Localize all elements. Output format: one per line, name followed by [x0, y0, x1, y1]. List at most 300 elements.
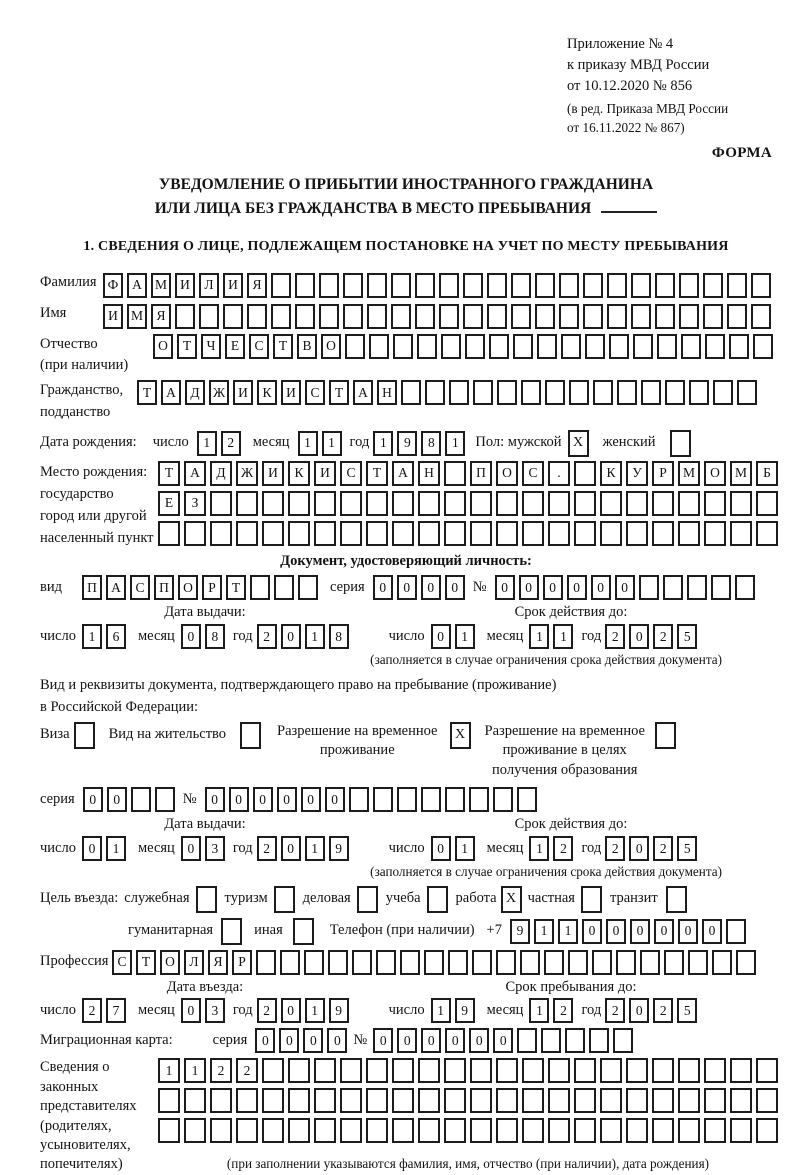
char-cell	[236, 491, 258, 516]
rvp-label	[277, 722, 437, 761]
legal-representatives-block	[40, 1058, 772, 1175]
char-cell	[730, 491, 752, 516]
char-cell	[600, 491, 622, 516]
char-cell	[600, 521, 622, 546]
char-cell: 1	[322, 431, 342, 456]
char-cell	[369, 334, 389, 359]
char-cell	[583, 304, 603, 329]
char-cell: 5	[677, 624, 697, 649]
char-cell: 2	[553, 836, 573, 861]
char-cell	[448, 950, 468, 975]
phone-prefix: +7	[486, 922, 502, 939]
char-cell	[391, 304, 411, 329]
char-cell	[444, 1118, 466, 1143]
char-cell: 2	[236, 1058, 258, 1083]
char-cell: П	[82, 575, 102, 600]
char-cell: 0	[205, 787, 225, 812]
month-label: месяц	[486, 1002, 524, 1018]
day-label: число	[40, 627, 76, 644]
char-cell	[703, 273, 723, 298]
char-cell	[439, 273, 459, 298]
char-cell: 1	[305, 836, 325, 861]
char-cell: И	[103, 304, 123, 329]
char-cell: 2	[257, 998, 277, 1023]
char-cell	[393, 334, 413, 359]
char-cell: М	[678, 461, 700, 486]
char-cell: С	[112, 950, 132, 975]
day-label: число	[152, 434, 189, 451]
char-cell	[548, 491, 570, 516]
char-cell	[445, 787, 465, 812]
char-cell	[497, 380, 517, 405]
char-cell: 0	[229, 787, 249, 812]
char-cell: 1	[158, 1058, 180, 1083]
number-label: №	[353, 1032, 368, 1048]
char-cell: Л	[184, 950, 204, 975]
char-cell	[155, 787, 175, 812]
char-cell	[288, 1058, 310, 1083]
char-cell: 1	[529, 836, 549, 861]
char-cell	[617, 380, 637, 405]
char-cell	[704, 521, 726, 546]
char-cell	[730, 1118, 752, 1143]
char-cell: 0	[281, 624, 301, 649]
char-cell	[391, 273, 411, 298]
char-cell: 2	[257, 624, 277, 649]
char-cell	[679, 304, 699, 329]
birthplace-city-label2: населенный пункт	[40, 529, 154, 546]
char-cell: 5	[677, 998, 697, 1023]
char-cell	[298, 575, 318, 600]
char-cell	[340, 1088, 362, 1113]
char-cell	[250, 575, 270, 600]
char-cell: М	[127, 304, 147, 329]
year-label: год	[581, 839, 602, 856]
char-cell	[463, 304, 483, 329]
char-cell	[401, 380, 421, 405]
char-cell: 7	[106, 998, 126, 1023]
char-cell: 2	[210, 1058, 232, 1083]
char-cell: 0	[181, 998, 201, 1023]
purpose-official-label: служебная	[124, 890, 190, 907]
appendix-line: от 10.12.2020 № 856	[567, 78, 693, 95]
char-cell: Я	[208, 950, 228, 975]
char-cell	[392, 491, 414, 516]
name-row	[40, 304, 772, 329]
char-cell: Т	[366, 461, 388, 486]
legal-row1-cells	[158, 1058, 778, 1083]
char-cell: 0	[397, 1028, 417, 1053]
char-cell	[522, 1058, 544, 1083]
char-cell	[288, 491, 310, 516]
rvp-label-line1: Разрешение на временное	[277, 722, 438, 739]
char-cell: 0	[253, 787, 273, 812]
char-cell	[441, 334, 461, 359]
char-cell: 2	[82, 998, 102, 1023]
char-cell	[678, 1118, 700, 1143]
char-cell	[487, 273, 507, 298]
char-cell: А	[161, 380, 181, 405]
char-cell: 0	[181, 624, 201, 649]
stay-doc-intro-line1: Вид и реквизиты документа, подтверждающего право на пребывание (проживание)	[40, 676, 557, 693]
char-cell: 1	[82, 624, 102, 649]
char-cell	[600, 1088, 622, 1113]
legal-representatives-right	[158, 1058, 778, 1173]
char-cell: 1	[305, 998, 325, 1023]
char-cell: 0	[421, 575, 441, 600]
char-cell	[449, 380, 469, 405]
issue-date-header: Дата выдачи:	[164, 816, 246, 833]
year-label: год	[232, 839, 253, 856]
char-cell	[131, 787, 151, 812]
purpose-other-label: иная	[254, 922, 283, 939]
day-label: число	[388, 1002, 425, 1018]
char-cell	[574, 461, 596, 486]
char-cell: П	[470, 461, 492, 486]
char-cell: 0	[629, 998, 649, 1023]
char-cell	[641, 380, 661, 405]
char-cell	[704, 1118, 726, 1143]
char-cell	[425, 380, 445, 405]
char-cell	[262, 1058, 284, 1083]
char-cell: О	[496, 461, 518, 486]
identity-valid-month	[529, 624, 573, 649]
identity-issue-day	[82, 624, 126, 649]
char-cell	[607, 304, 627, 329]
char-cell: 2	[221, 431, 241, 456]
migration-card-label: Миграционная карта:	[40, 1032, 173, 1048]
rvp-checkbox: X	[450, 722, 471, 749]
char-cell	[288, 1118, 310, 1143]
year-label: год	[581, 1002, 602, 1018]
rvp-label-line2: проживание	[319, 742, 395, 759]
visa-checkbox	[74, 722, 95, 749]
char-cell	[340, 491, 362, 516]
char-cell	[559, 273, 579, 298]
char-cell	[314, 1118, 336, 1143]
series-label: серия	[40, 791, 75, 808]
month-label: месяц	[252, 434, 290, 451]
char-cell	[633, 334, 653, 359]
char-cell: А	[184, 461, 206, 486]
char-cell	[418, 1118, 440, 1143]
month-label: месяц	[137, 839, 175, 856]
char-cell	[496, 1058, 518, 1083]
validity-note: (заполняется в случае ограничения срока действия документа)	[370, 863, 722, 879]
char-cell	[288, 521, 310, 546]
birthplace-row1-cells	[158, 461, 778, 486]
char-cell	[705, 334, 725, 359]
char-cell: 0	[421, 1028, 441, 1053]
char-cell	[631, 304, 651, 329]
entry-date-headers	[40, 978, 772, 998]
name-label: Имя	[40, 304, 67, 321]
char-cell: Т	[137, 380, 157, 405]
residence-permit-checkbox	[240, 722, 261, 749]
char-cell: П	[154, 575, 174, 600]
char-cell: Л	[199, 273, 219, 298]
char-cell: 5	[677, 836, 697, 861]
char-cell: А	[127, 273, 147, 298]
char-cell	[513, 334, 533, 359]
char-cell	[496, 1088, 518, 1113]
stay-doc-intro-line2: в Российской Федерации:	[40, 699, 199, 716]
entry-date-header: Дата въезда:	[166, 978, 244, 995]
char-cell	[574, 1118, 596, 1143]
char-cell	[367, 273, 387, 298]
valid-until-header: Срок действия до:	[514, 816, 628, 833]
char-cell	[548, 1058, 570, 1083]
entry-month	[181, 998, 225, 1023]
char-cell: Т	[329, 380, 349, 405]
char-cell	[652, 491, 674, 516]
purpose-tourism-checkbox	[274, 886, 295, 913]
identity-date-headers	[40, 603, 772, 623]
purpose-other-checkbox	[293, 918, 314, 945]
char-cell	[392, 1118, 414, 1143]
char-cell	[511, 273, 531, 298]
char-cell: 1	[431, 998, 451, 1023]
stay-doc-intro	[40, 674, 772, 719]
char-cell	[304, 950, 324, 975]
char-cell	[626, 1088, 648, 1113]
char-cell	[541, 1028, 561, 1053]
char-cell	[735, 575, 755, 600]
char-cell	[223, 304, 243, 329]
char-cell	[465, 334, 485, 359]
char-cell	[751, 273, 771, 298]
char-cell	[210, 521, 232, 546]
char-cell	[679, 273, 699, 298]
appendix-line: к приказу МВД России	[567, 57, 710, 74]
char-cell: С	[522, 461, 544, 486]
issue-date-header: Дата выдачи:	[164, 604, 246, 621]
char-cell	[639, 575, 659, 600]
char-cell: 0	[281, 836, 301, 861]
char-cell	[280, 950, 300, 975]
char-cell	[522, 1088, 544, 1113]
char-cell	[568, 950, 588, 975]
char-cell	[609, 334, 629, 359]
char-cell: Н	[418, 461, 440, 486]
char-cell: Е	[158, 491, 180, 516]
char-cell	[730, 521, 752, 546]
char-cell	[417, 334, 437, 359]
purpose-humanitarian-label: гуманитарная	[128, 922, 214, 939]
char-cell: 1	[106, 836, 126, 861]
char-cell	[444, 1088, 466, 1113]
char-cell	[535, 273, 555, 298]
rvp-edu-label-line1: Разрешение на временное	[484, 722, 645, 739]
char-cell	[704, 1088, 726, 1113]
char-cell: 0	[83, 787, 103, 812]
char-cell: 0	[591, 575, 611, 600]
char-cell	[444, 1058, 466, 1083]
char-cell: С	[305, 380, 325, 405]
char-cell: 1	[558, 919, 578, 944]
char-cell	[496, 521, 518, 546]
char-cell: 1	[534, 919, 554, 944]
form-title	[40, 173, 772, 220]
char-cell	[753, 334, 773, 359]
purpose-private-label: частная	[527, 890, 575, 907]
char-cell	[444, 521, 466, 546]
stay-until-year	[605, 998, 697, 1023]
char-cell: 0	[495, 575, 515, 600]
char-cell	[517, 1028, 537, 1053]
legal-label-line: Сведения о	[40, 1059, 110, 1076]
char-cell: 0	[606, 919, 626, 944]
legal-label-line: усыновителях,	[40, 1136, 131, 1153]
legal-label-line: попечителях)	[40, 1156, 123, 1173]
char-cell: О	[321, 334, 341, 359]
month-label: месяц	[137, 1002, 175, 1018]
char-cell	[400, 950, 420, 975]
char-cell	[652, 1058, 674, 1083]
char-cell	[397, 787, 417, 812]
appendix-subline: от 16.11.2022 № 867)	[567, 119, 685, 135]
char-cell	[730, 1088, 752, 1113]
identity-valid-day	[431, 624, 475, 649]
stay-until-day	[431, 998, 475, 1023]
char-cell	[262, 491, 284, 516]
char-cell: 1	[529, 624, 549, 649]
char-cell	[574, 1058, 596, 1083]
stay-number-cells	[205, 787, 537, 812]
char-cell: С	[340, 461, 362, 486]
stay-valid-year	[605, 836, 697, 861]
char-cell	[262, 521, 284, 546]
char-cell	[712, 950, 732, 975]
char-cell	[681, 334, 701, 359]
patronymic-label-line1: Отчество	[40, 335, 98, 352]
char-cell: 0	[397, 575, 417, 600]
char-cell	[613, 1028, 633, 1053]
char-cell	[756, 1088, 778, 1113]
char-cell: 8	[329, 624, 349, 649]
char-cell	[631, 273, 651, 298]
char-cell	[678, 1088, 700, 1113]
citizenship-row	[40, 380, 772, 424]
char-cell: 0	[702, 919, 722, 944]
char-cell	[561, 334, 581, 359]
char-cell: 1	[298, 431, 318, 456]
char-cell: 0	[678, 919, 698, 944]
char-cell: 0	[630, 919, 650, 944]
legal-label-line: представителях	[40, 1098, 137, 1115]
char-cell	[569, 380, 589, 405]
char-cell	[711, 575, 731, 600]
stay-valid-day	[431, 836, 475, 861]
char-cell: З	[184, 491, 206, 516]
char-cell	[565, 1028, 585, 1053]
char-cell	[736, 950, 756, 975]
char-cell: Т	[177, 334, 197, 359]
char-cell: И	[223, 273, 243, 298]
purpose-study-label: учеба	[385, 890, 421, 907]
char-cell	[373, 787, 393, 812]
char-cell	[592, 950, 612, 975]
char-cell: К	[600, 461, 622, 486]
year-label: год	[232, 627, 253, 644]
legal-row2-cells	[158, 1088, 778, 1113]
char-cell: 0	[325, 787, 345, 812]
purpose-private-checkbox	[581, 886, 602, 913]
char-cell	[314, 1088, 336, 1113]
char-cell	[489, 334, 509, 359]
char-cell: 9	[510, 919, 530, 944]
char-cell: 9	[329, 998, 349, 1023]
form-label: ФОРМА	[711, 145, 772, 162]
purpose-business-label: деловая	[302, 890, 351, 907]
purpose-transit-checkbox	[666, 886, 687, 913]
appendix-subline: (в ред. Приказа МВД России	[567, 101, 729, 117]
char-cell	[663, 575, 683, 600]
migration-series-cells	[255, 1028, 347, 1053]
purpose-study-checkbox	[427, 886, 448, 913]
char-cell: И	[175, 273, 195, 298]
char-cell	[247, 304, 267, 329]
rvp-edu-label	[485, 722, 645, 781]
char-cell: Р	[232, 950, 252, 975]
char-cell	[199, 304, 219, 329]
char-cell: 0	[469, 1028, 489, 1053]
char-cell: Т	[226, 575, 246, 600]
stay-until-header: Срок пребывания до:	[505, 978, 637, 995]
month-label: месяц	[137, 627, 175, 644]
legal-row3-cells	[158, 1118, 778, 1143]
char-cell: 0	[431, 624, 451, 649]
char-cell	[678, 491, 700, 516]
char-cell: Р	[652, 461, 674, 486]
legal-label-line: законных	[40, 1078, 99, 1095]
char-cell	[366, 1058, 388, 1083]
char-cell	[288, 1088, 310, 1113]
phone-label: Телефон (при наличии)	[329, 922, 475, 939]
char-cell: 0	[279, 1028, 299, 1053]
entry-year	[257, 998, 349, 1023]
char-cell: 9	[397, 431, 417, 456]
char-cell: О	[178, 575, 198, 600]
char-cell	[340, 1118, 362, 1143]
char-cell: 2	[605, 624, 625, 649]
char-cell: Ф	[103, 273, 123, 298]
month-label: месяц	[486, 627, 524, 644]
char-cell	[343, 304, 363, 329]
char-cell	[256, 950, 276, 975]
form-title-line2	[40, 197, 772, 220]
phone-cells	[510, 919, 746, 944]
purpose-tourism-label: туризм	[224, 890, 268, 907]
char-cell	[537, 334, 557, 359]
char-cell	[343, 273, 363, 298]
char-cell	[470, 521, 492, 546]
profession-cells	[112, 950, 756, 975]
char-cell	[687, 575, 707, 600]
char-cell: 1	[455, 836, 475, 861]
char-cell: 2	[257, 836, 277, 861]
char-cell	[496, 491, 518, 516]
char-cell: И	[281, 380, 301, 405]
migration-number-cells	[373, 1028, 633, 1053]
char-cell: 0	[431, 836, 451, 861]
char-cell: Я	[247, 273, 267, 298]
char-cell	[511, 304, 531, 329]
char-cell	[574, 491, 596, 516]
char-cell: 1	[305, 624, 325, 649]
char-cell: 0	[615, 575, 635, 600]
char-cell	[418, 1058, 440, 1083]
